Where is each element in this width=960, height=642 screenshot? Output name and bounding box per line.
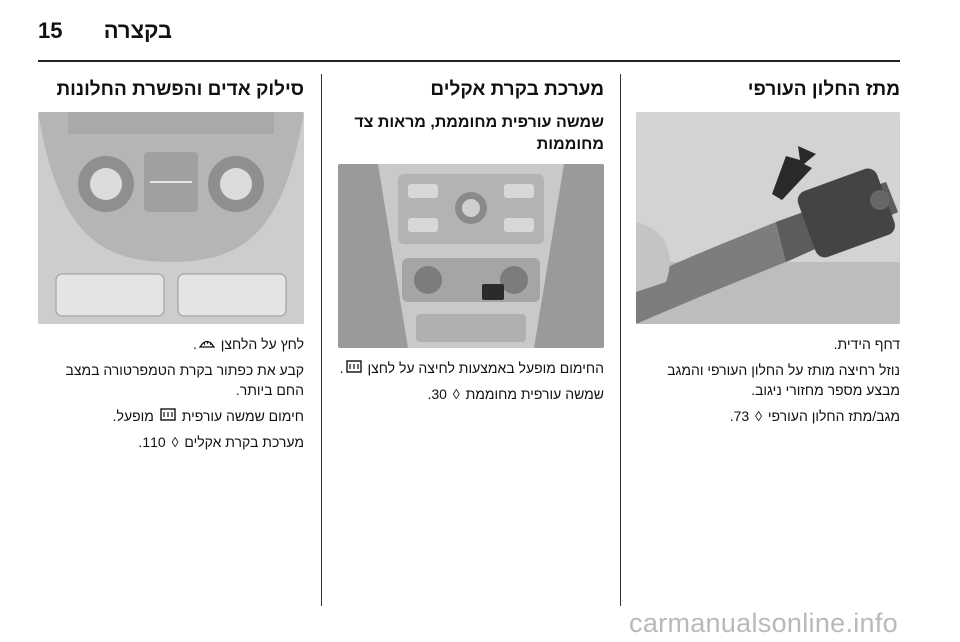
cross-reference <box>38 432 304 452</box>
instruction-text-part: לחץ על הלחצן <box>220 336 304 352</box>
page-header <box>0 0 960 62</box>
cross-reference <box>636 406 900 426</box>
instruction-text-part: חימום שמשה עורפית <box>181 408 304 424</box>
wiper-stalk-figure <box>636 112 900 324</box>
center-console-figure <box>338 164 604 348</box>
instruction-text: לחץ על הלחצן . <box>192 336 304 352</box>
header-rule <box>38 60 900 62</box>
column-climate-control <box>338 74 604 404</box>
column-heading: מערכת בקרת אקלים <box>430 79 604 100</box>
instruction-text: דחף הידית. <box>833 336 900 352</box>
page-reference-icon: ◊ <box>452 386 460 402</box>
column-heading: מתז החלון העורפי <box>747 79 900 100</box>
page-number: 15 <box>38 18 63 43</box>
instruction-text: קבע את כפתור בקרת הטמפרטורה במצב החם ביותר. <box>65 362 304 398</box>
reference-page: 73. <box>729 408 750 424</box>
reference-page: 30. <box>427 386 447 402</box>
reference-text: מגב/מתז החלון העורפי <box>767 408 900 424</box>
rear-window-heater-icon <box>160 408 176 421</box>
climate-panel-figure <box>38 112 304 324</box>
rear-window-heater-icon <box>346 360 362 373</box>
instruction-text-part: מופעל. <box>112 408 154 424</box>
instruction-text-part: לחצן <box>367 360 396 376</box>
column-subheading: שמשה עורפית מחוממת, מראות צד מחוממות <box>354 114 604 153</box>
instruction-text: החימום מופעל באמצעות לחיצה על לחצן . <box>339 360 604 376</box>
column-defrost <box>38 74 304 452</box>
reference-text: שמשה עורפית מחוממת <box>465 386 604 402</box>
column-rear-washer <box>636 74 900 426</box>
column-divider <box>620 74 621 606</box>
reference-text: מערכת בקרת אקלים <box>184 434 304 450</box>
instruction-text <box>38 406 304 426</box>
column-heading: סילוק אדים והפשרת החלונות <box>56 79 304 100</box>
page-reference-icon: ◊ <box>171 434 179 450</box>
instruction-text-part: החימום מופעל באמצעות לחיצה על <box>398 360 604 376</box>
column-divider <box>321 74 322 606</box>
instruction-text: נוזל רחיצה מותז על החלון העורפי והמגב מבצע מספר מחזורי ניגוב. <box>667 362 900 398</box>
watermark: carmanualsonline.info <box>629 608 898 638</box>
cross-reference <box>338 384 604 404</box>
section-title: בקצרה <box>103 18 172 43</box>
reference-page: 110. <box>138 434 166 450</box>
page-reference-icon: ◊ <box>755 408 763 424</box>
windscreen-defrost-icon <box>199 336 215 349</box>
